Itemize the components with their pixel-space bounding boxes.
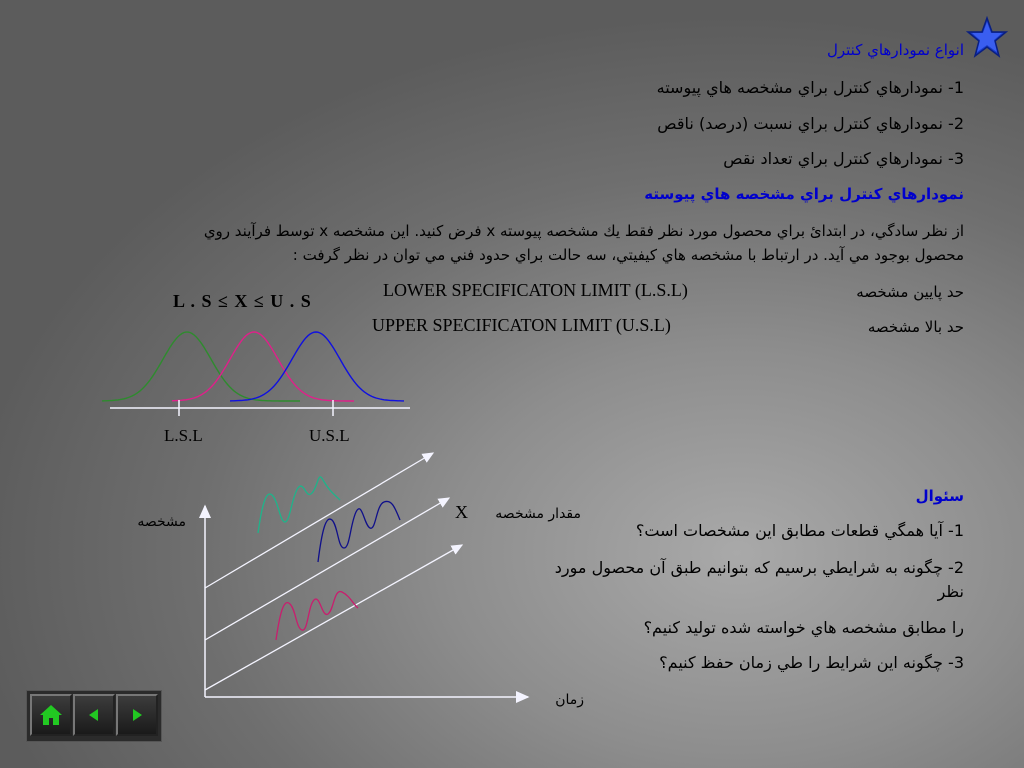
wave-navy (318, 501, 400, 562)
wave-teal (258, 477, 340, 533)
trend-label: مقدار مشخصه (495, 506, 581, 522)
trend-line-middle (205, 498, 449, 640)
question-item: 2- چگونه به شرايطي برسيم كه بتوانيم طبق آن محصول مورد نظر (554, 558, 964, 601)
y-axis-label: مشخصه (137, 514, 186, 530)
x-axis-label: زمان (555, 692, 584, 708)
next-button[interactable] (116, 694, 158, 736)
normal-distributions (102, 332, 404, 401)
navigation-bar (26, 690, 162, 742)
paragraph: از نظر سادگي، در ابتدائ براي محصول مورد نظر فقط يك مشخصه پيوسته x فرض كنيد. اين مشخصه x توسط فرآيند روي محصول بوجود مي آيد. در ارتباط با مشخصه هاي كيفيتي، سه حالت براي حدود فني مي توان در نظر گرفت : (203, 222, 964, 264)
previous-button[interactable] (73, 694, 115, 736)
curve-magenta (172, 332, 354, 401)
previous-icon (82, 703, 106, 727)
lsl-persian: حد پايين مشخصه (856, 283, 964, 301)
spec-formula: L . S ≤ X ≤ U . S (173, 291, 312, 311)
next-icon (125, 703, 149, 727)
question-item: 1- آيا همگي قطعات مطابق اين مشخصات است؟ (635, 521, 964, 540)
lsl-label: L.S.L (164, 426, 203, 445)
trend-line-upper (205, 453, 433, 588)
curve-green (102, 332, 300, 401)
question-item: 3- چگونه اين شرايط را طي زمان حفظ كنيم؟ (659, 653, 964, 672)
usl-english: UPPER SPECIFICATON LIMIT (U.S.L) (372, 315, 671, 335)
question-item: را مطابق مشخصه هاي خواسته شده توليد كنيم؟ (643, 618, 964, 637)
list-item: 3- نمودارهاي كنترل براي تعداد نقص (723, 149, 964, 168)
list-item: 2- نمودارهاي كنترل براي نسبت (درصد) ناقص (657, 114, 964, 133)
x-symbol: X (455, 502, 468, 522)
home-button[interactable] (30, 694, 72, 736)
questions-heading: سئوال (915, 487, 964, 505)
wave-pink (276, 592, 358, 640)
lsl-english: LOWER SPECIFICATON LIMIT (L.S.L) (383, 280, 688, 300)
usl-label: U.S.L (309, 426, 350, 445)
curve-blue (230, 332, 404, 401)
slide-title: انواع نمودارهاي كنترل (826, 41, 964, 59)
home-icon (39, 703, 63, 727)
list-item: 1- نمودارهاي كنترل براي مشخصه هاي پيوسته (656, 78, 964, 97)
usl-persian: حد بالا مشخصه (867, 318, 964, 336)
section-heading: نمودارهاي كنترل براي مشخصه هاي پيوسته (644, 185, 964, 203)
